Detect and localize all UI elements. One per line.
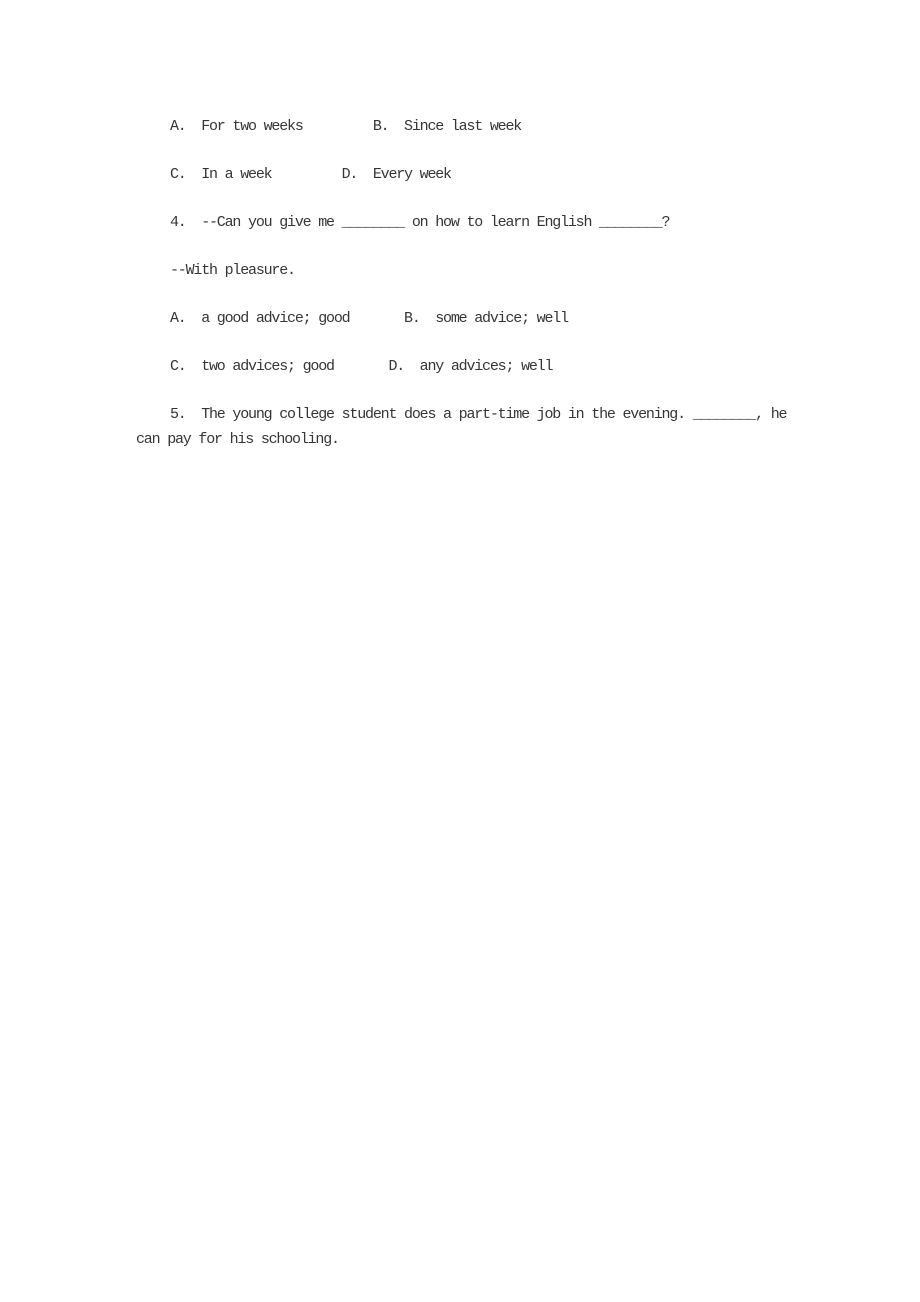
question-3-options-ab: A. For two weeks B. Since last week [170,118,522,135]
question-4-options-cd: C. two advices; good D. any advices; well [170,358,553,375]
question-3-options-cd: C. In a week D. Every week [170,166,451,183]
question-4-response: --With pleasure. [170,262,295,279]
question-5-line-1: 5. The young college student does a part-time job in the evening. ________, he [170,406,787,423]
question-4-prompt: 4. --Can you give me ________ on how to learn English ________? [170,214,670,231]
question-5-line-2: can pay for his schooling. [136,431,339,448]
question-4-options-ab: A. a good advice; good B. some advice; well [170,310,568,327]
document-text-block [136,114,836,475]
